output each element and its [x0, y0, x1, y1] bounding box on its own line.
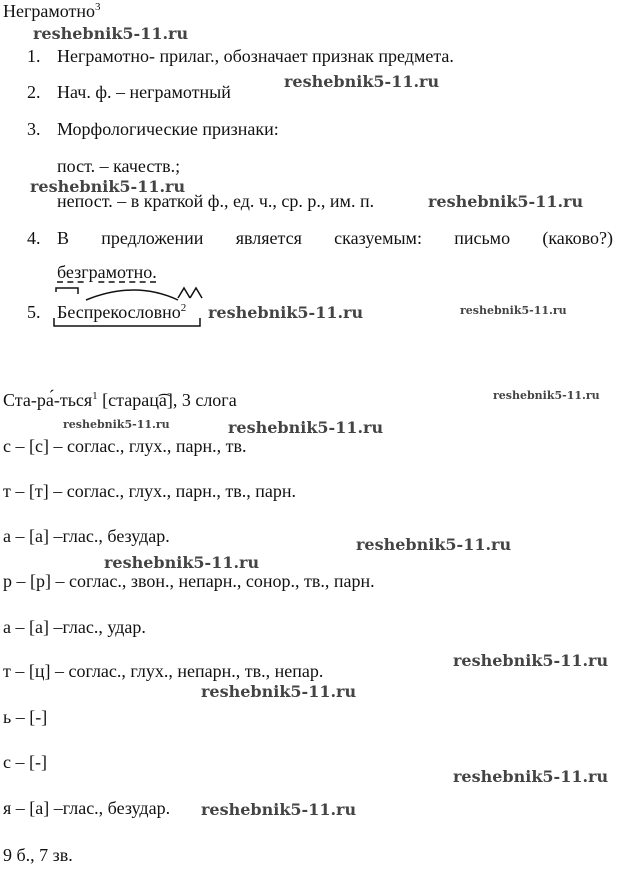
phonetic-line: с – [с] – соглас., глух., парн., тв.	[3, 436, 247, 456]
watermark: reshebnik5-11.ru	[33, 24, 189, 43]
stem-mark	[54, 318, 200, 326]
watermark: reshebnik5-11.ru	[201, 800, 357, 819]
phonetic-line: р – [р] – соглас., звон., непарн., сонор., тв., парн.	[3, 571, 375, 591]
watermark: reshebnik5-11.ru	[428, 192, 584, 211]
title-sup: 3	[95, 1, 101, 13]
phonetic-heading	[3, 390, 237, 411]
phonetic-line: а – [а] –глас., удар.	[3, 617, 146, 637]
phonetic-line: ь – [-]	[3, 707, 48, 727]
list-item-number: 5.	[27, 302, 41, 322]
watermark: reshebnik5-11.ru	[493, 389, 600, 402]
list-item-text: В предложении является сказуемым: письмо (каково?)	[57, 228, 613, 248]
page-title	[3, 1, 101, 22]
watermark: reshebnik5-11.ru	[63, 418, 170, 431]
list-item-text: Нач. ф. – неграмотный	[57, 82, 231, 102]
phonetic-sup: 1	[92, 390, 98, 402]
prefix-mark	[56, 288, 78, 294]
phonetic-line: т – [т] – соглас., глух., парн., тв., парн.	[3, 481, 296, 501]
phonetic-transcription: [старац͡а], 3 слога	[102, 390, 237, 410]
title-word: Неграмотно	[3, 1, 96, 21]
watermark: reshebnik5-11.ru	[460, 304, 567, 317]
phonetic-line: я – [а] –глас., безудар.	[3, 798, 171, 818]
phonetic-line: с – [-]	[3, 752, 47, 772]
watermark: reshebnik5-11.ru	[30, 177, 186, 196]
list-item-number: 1.	[27, 46, 41, 66]
phonetic-line: а – [а] –глас., безудар.	[3, 526, 170, 546]
list-item-number: 3.	[27, 119, 41, 139]
suffix-mark	[190, 288, 202, 298]
watermark: reshebnik5-11.ru	[201, 682, 357, 701]
root-mark	[86, 290, 178, 300]
watermark: reshebnik5-11.ru	[284, 72, 440, 91]
list-item-text: непост. – в краткой ф., ед. ч., ср. р., им. п.	[57, 191, 375, 211]
morpheme-word-text: Беспрекословно	[57, 302, 181, 322]
watermark: reshebnik5-11.ru	[208, 303, 364, 322]
morpheme-marks	[50, 284, 220, 334]
watermark: reshebnik5-11.ru	[453, 767, 609, 786]
predicate-word: безграмотно.	[57, 262, 157, 282]
list-item-text: Морфологические признаки:	[57, 119, 279, 139]
morpheme-word-sup: 2	[180, 302, 187, 314]
list-item-number: 4.	[27, 228, 41, 248]
list-item-text: пост. – качеств.;	[57, 156, 181, 176]
list-item-number: 2.	[27, 82, 41, 102]
watermark: reshebnik5-11.ru	[104, 553, 260, 572]
watermark: reshebnik5-11.ru	[356, 535, 512, 554]
list-item-text: Неграмотно- прилаг., обозначает признак предмета.	[57, 46, 454, 66]
watermark: reshebnik5-11.ru	[228, 418, 384, 437]
watermark: reshebnik5-11.ru	[453, 651, 609, 670]
phonetic-word: Ста-ра́-ться	[3, 390, 93, 410]
phonetic-summary: 9 б., 7 зв.	[3, 845, 73, 865]
phonetic-line: т – [ц] – соглас., глух., непарн., тв., непар.	[3, 661, 324, 681]
suffix-mark	[178, 288, 190, 298]
